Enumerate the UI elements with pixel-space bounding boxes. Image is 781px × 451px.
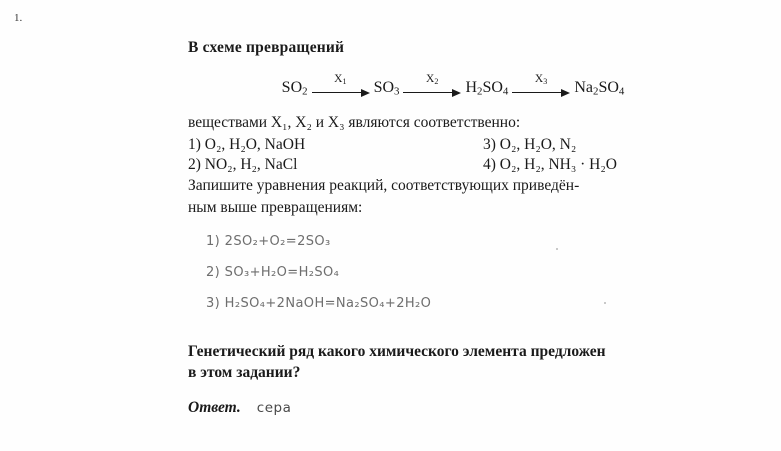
handwritten-equation-1: 1) 2SO₂+O₂=2SO₃ [206, 234, 331, 249]
arrow-shaft [512, 92, 562, 93]
handwritten-equation-2: 2) SO₃+H₂O=H₂SO₄ [206, 265, 340, 280]
intro-text: В схеме превращений [188, 39, 345, 56]
handwritten-answers [206, 234, 748, 312]
question2-line-1: Генетический ряд какого химического элемента предложен [188, 343, 606, 360]
paper-speck [604, 302, 606, 304]
scheme-term-4: $Na_2SO_4$ [574, 79, 625, 98]
arrow-shaft [312, 92, 362, 93]
transformation-scheme [188, 74, 748, 101]
option-1[interactable]: 1) O₂, H₂O, NaOH [188, 136, 306, 153]
scheme-term-2: $SO_3$ [373, 79, 400, 98]
paper-speck [556, 248, 558, 250]
arrow-label-x2: $X_2$ [426, 73, 439, 86]
scheme-term-3: $H_2SO_4$ [465, 79, 509, 98]
arrow-head [561, 89, 570, 97]
answer-label: Ответ. [188, 399, 241, 416]
arrow-head [452, 89, 461, 97]
instruction-line-2: ным выше превращениям: [188, 198, 363, 216]
question-body [188, 38, 748, 417]
scheme-arrow-1 [312, 74, 370, 100]
answer-value: сера [256, 400, 292, 416]
option-2[interactable]: 2) NO₂, H₂, NaCl [188, 156, 298, 173]
arrow-label-x3: $X_3$ [534, 73, 548, 86]
question-number: 1. [14, 12, 23, 24]
scheme-term-1: $SO_2$ [281, 79, 308, 98]
arrow-head [361, 89, 370, 97]
options-list [188, 135, 748, 175]
scheme-arrow-2 [403, 74, 461, 100]
scheme-arrow-3 [512, 74, 570, 100]
answer-row [188, 399, 748, 417]
instruction-line-1: Запишите уравнения реакций, соответствующих приведён- [188, 177, 580, 194]
question2-line-2: в этом задании? [188, 363, 301, 381]
arrow-label-x1: $X_1$ [334, 73, 347, 86]
prompt-text: веществами X₁, X₂ и X₃ являются соответственно: [188, 114, 521, 131]
arrow-shaft [403, 92, 453, 93]
option-3[interactable]: 3) O₂, H₂O, N₂ [483, 136, 577, 153]
option-row [188, 155, 748, 175]
option-row [188, 135, 748, 155]
handwritten-equation-3: 3) H₂SO₄+2NaOH=Na₂SO₄+2H₂O [206, 296, 432, 311]
option-4[interactable]: 4) O₂, H₂, NH₃ · H₂O [483, 156, 617, 173]
